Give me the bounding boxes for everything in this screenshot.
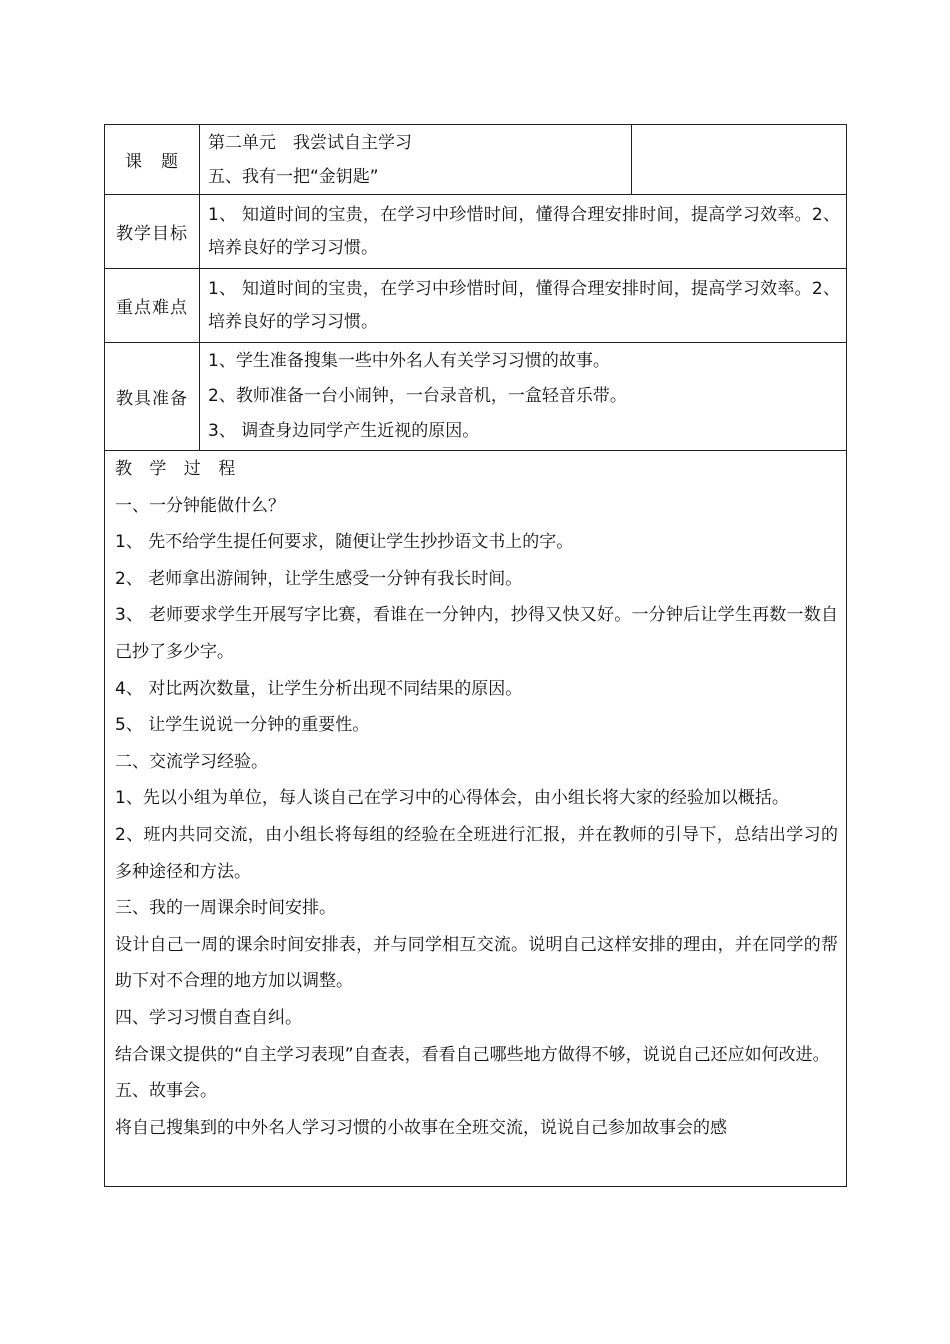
process-line: 三、我的一周课余时间安排。: [115, 898, 336, 919]
prep-item: 2、教师准备一台小闹钟，一台录音机，一盒轻音乐带。: [208, 386, 627, 406]
process-line: 1、先以小组为单位，每人谈自己在学习中的心得体会，由小组长将大家的经验加以概括。: [115, 788, 789, 809]
process-line: 将自己搜集到的中外名人学习习惯的小故事在全班交流，说说自己参加故事会的感: [115, 1117, 727, 1138]
topic-line-1: 第二单元 我尝试自主学习: [208, 132, 412, 153]
lesson-plan-page: [104, 124, 846, 1187]
lesson-plan-table: [104, 124, 847, 1187]
process-line: 四、学习习惯自查自纠。: [115, 1007, 302, 1028]
goals-text: 1、 知道时间的宝贵，在学习中珍惜时间，懂得合理安排时间，提高学习效率。2、培养良好的学习习惯。: [200, 195, 847, 269]
prep-row: [105, 343, 847, 451]
process-line: 一、一分钟能做什么？: [115, 495, 285, 516]
process-heading: 教 学 过 程: [115, 459, 242, 479]
topic-line-2: 五、我有一把“金钥匙”: [208, 166, 379, 187]
topic-cell: [200, 125, 632, 195]
focus-text: 1、 知道时间的宝贵，在学习中珍惜时间，懂得合理安排时间，提高学习效率。2、培养良好的学习习惯。: [200, 269, 847, 343]
prep-label: 教具准备: [105, 343, 200, 451]
process-row: [105, 451, 847, 1187]
process-line: 2、班内共同交流，由小组长将每组的经验在全班进行汇报，并在教师的引导下，总结出学习的多种途径和方法。: [115, 824, 838, 882]
process-cell: [105, 451, 847, 1187]
process-line: 二、交流学习经验。: [115, 751, 268, 772]
process-line: 设计自己一周的课余时间安排表，并与同学相互交流。说明自己这样安排的理由，并在同学的帮助下对不合理的地方加以调整。: [115, 934, 838, 992]
goals-row: [105, 195, 847, 269]
focus-label: 重点难点: [105, 269, 200, 343]
prep-cell: [200, 343, 847, 451]
topic-row: [105, 125, 847, 195]
topic-label: 课 题: [105, 125, 200, 195]
process-line: 1、 先不给学生提任何要求，随便让学生抄抄语文书上的字。: [115, 532, 574, 553]
focus-row: [105, 269, 847, 343]
process-line: 结合课文提供的“自主学习表现”自查表，看看自己哪些地方做得不够，说说自己还应如何改进。: [115, 1044, 830, 1065]
process-line: 五、故事会。: [115, 1081, 217, 1102]
topic-extra-cell: [632, 125, 847, 195]
process-line: 3、 老师要求学生开展写字比赛，看谁在一分钟内，抄得又快又好。一分钟后让学生再数一数自己抄了多少字。: [115, 605, 838, 662]
prep-item: 1、学生准备搜集一些中外名人有关学习习惯的故事。: [208, 351, 610, 371]
process-line: 5、 让学生说说一分钟的重要性。: [115, 715, 370, 736]
process-line: 2、 老师拿出游闹钟，让学生感受一分钟有我长时间。: [115, 568, 523, 589]
goals-label: 教学目标: [105, 195, 200, 269]
prep-item: 3、 调查身边同学产生近视的原因。: [208, 421, 480, 441]
process-line: 4、 对比两次数量，让学生分析出现不同结果的原因。: [115, 678, 523, 699]
